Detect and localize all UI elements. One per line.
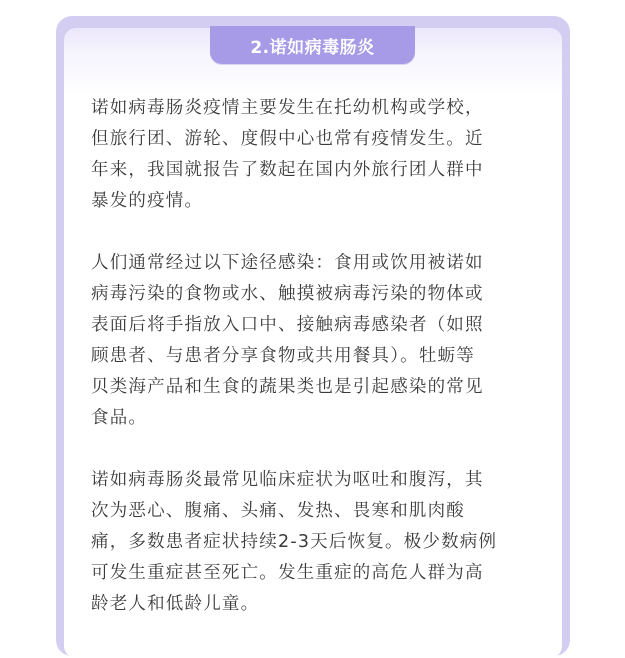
text-line: 诺如病毒肠炎最常见临床症状为呕吐和腹泻，其 (91, 470, 484, 490)
text-line: 顾患者、与患者分享食物或共用餐具）。牡蛎等 (91, 346, 475, 366)
text-line: 诺如病毒肠炎疫情主要发生在托幼机构或学校， (91, 98, 484, 118)
text-line: 但旅行团、游轮、度假中心也常有疫情发生。近 (91, 129, 484, 149)
paragraph-3 (91, 465, 531, 620)
text-line: 次为恶心、腹痛、头痛、发热、畏寒和肌肉酸 (91, 501, 465, 521)
section-title: 2.诺如病毒肠炎 (250, 37, 375, 58)
paragraph-1 (91, 93, 531, 217)
text-line: 表面后将手指放入口中、接触病毒感染者（如照 (91, 315, 484, 335)
article-content (91, 93, 531, 651)
text-line: 病毒污染的食物或水、触摸被病毒污染的物体或 (91, 284, 484, 304)
text-line: 暴发的疫情。 (91, 191, 204, 211)
paragraph-2 (91, 248, 531, 434)
text-line: 龄老人和低龄儿童。 (91, 594, 260, 614)
section-title-tab (210, 26, 415, 64)
text-line: 年来，我国就报告了数起在国内外旅行团人群中 (91, 160, 484, 180)
text-line: 可发生重症甚至死亡。发生重症的高危人群为高 (91, 563, 484, 583)
text-line: 痛，多数患者症状持续2-3天后恢复。极少数病例 (91, 532, 498, 552)
text-line: 贝类海产品和生食的蔬果类也是引起感染的常见 (91, 377, 484, 397)
text-line: 人们通常经过以下途径感染：食用或饮用被诺如 (91, 253, 484, 273)
text-line: 食品。 (91, 408, 148, 428)
